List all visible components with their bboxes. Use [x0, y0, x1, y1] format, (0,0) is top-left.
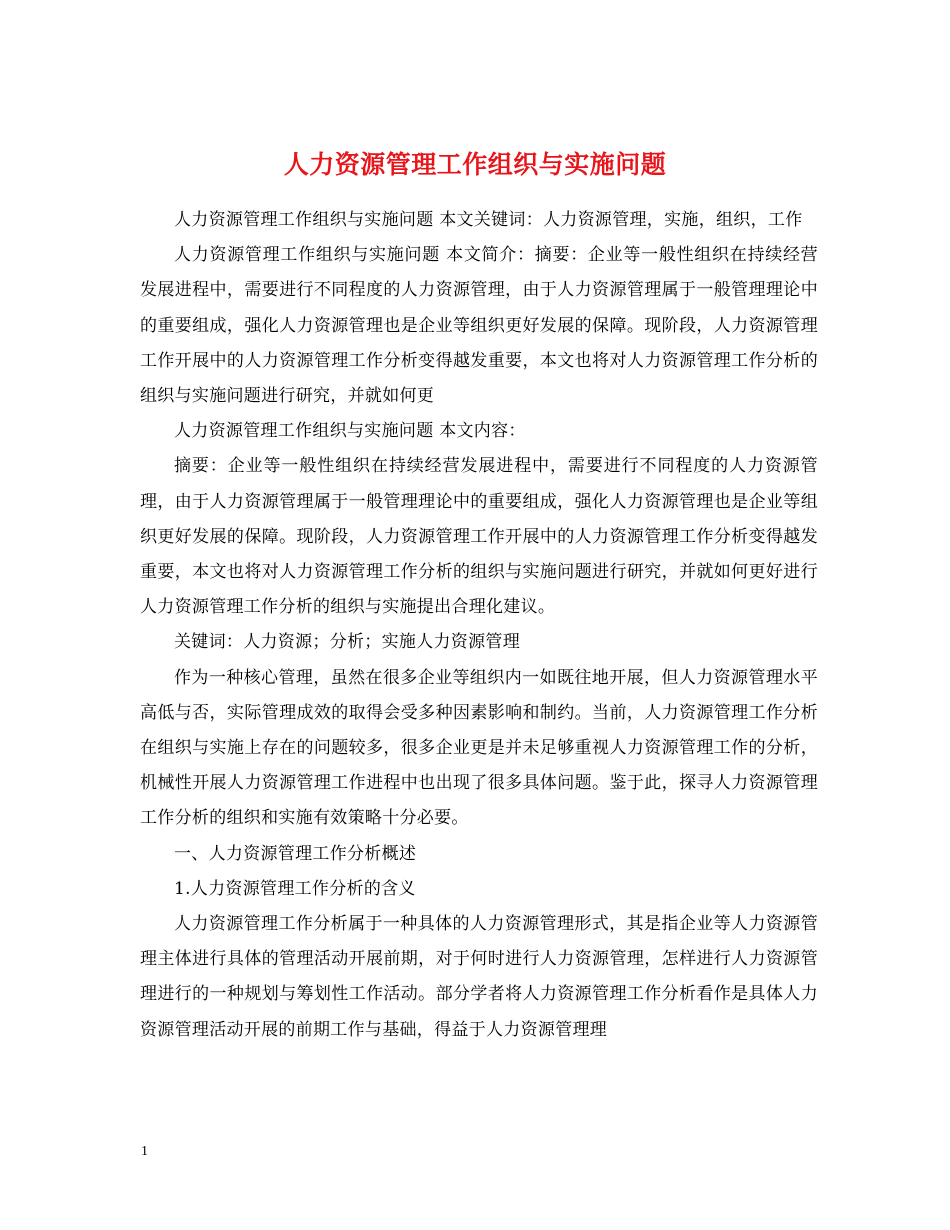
document-title: 人力资源管理工作组织与实施问题: [283, 149, 667, 179]
keywords-paragraph: 人力资源管理工作组织与实施问题 本文关键词：人力资源管理，实施，组织，工作: [174, 210, 803, 230]
keywords-list-paragraph: 关键词：人力资源；分析；实施人力资源管理: [174, 632, 520, 653]
intro-paragraph: 人力资源管理工作组织与实施问题 本文简介：摘要：企业等一般性组织在持续经营发展进程中，需要进行不同程度的人力资源管理，由于人力资源管理属于一般管理理论中的重要组成，强化人力资源管理也是企业等组织更好发展的保障。现阶段，人力资源管理工作开展中的人力资源管理工作分析变得越发重要，本文也将对人力资源管理工作分析的组织与实施问题进行研究，并就如何更: [140, 245, 818, 407]
document-body: [140, 203, 818, 1048]
definition-paragraph: 人力资源管理工作分析属于一种具体的人力资源管理形式，其是指企业等人力资源管理主体进行具体的管理活动开展前期，对于何时进行人力资源管理，怎样进行人力资源管理进行的一种规划与筹划性工作活动。部分学者将人力资源管理工作分析看作是具体人力资源管理活动开展的前期工作与基础，得益于人力资源管理理: [140, 914, 818, 1040]
page-number: 1: [141, 1144, 148, 1159]
section-heading: 一、人力资源管理工作分析概述: [174, 843, 417, 864]
content-heading-paragraph: 人力资源管理工作组织与实施问题 本文内容：: [174, 421, 526, 442]
preface-paragraph: 作为一种核心管理，虽然在很多企业等组织内一如既往地开展，但人力资源管理水平高低与否，实际管理成效的取得会受多种因素影响和制约。当前，人力资源管理工作分析在组织与实施上存在的问题较多，很多企业更是并未足够重视人力资源管理工作的分析，机械性开展人力资源管理工作进程中也出现了很多具体问题。鉴于此，探寻人力资源管理工作分析的组织和实施有效策略十分必要。: [140, 667, 818, 829]
subsection-heading: 1.人力资源管理工作分析的含义: [174, 878, 416, 899]
abstract-paragraph: 摘要：企业等一般性组织在持续经营发展进程中，需要进行不同程度的人力资源管理，由于人力资源管理属于一般管理理论中的重要组成，强化人力资源管理也是企业等组织更好发展的保障。现阶段，人力资源管理工作开展中的人力资源管理工作分析变得越发重要，本文也将对人力资源管理工作分析的组织与实施问题进行研究，并就如何更好进行人力资源管理工作分析的组织与实施提出合理化建议。: [140, 456, 818, 618]
